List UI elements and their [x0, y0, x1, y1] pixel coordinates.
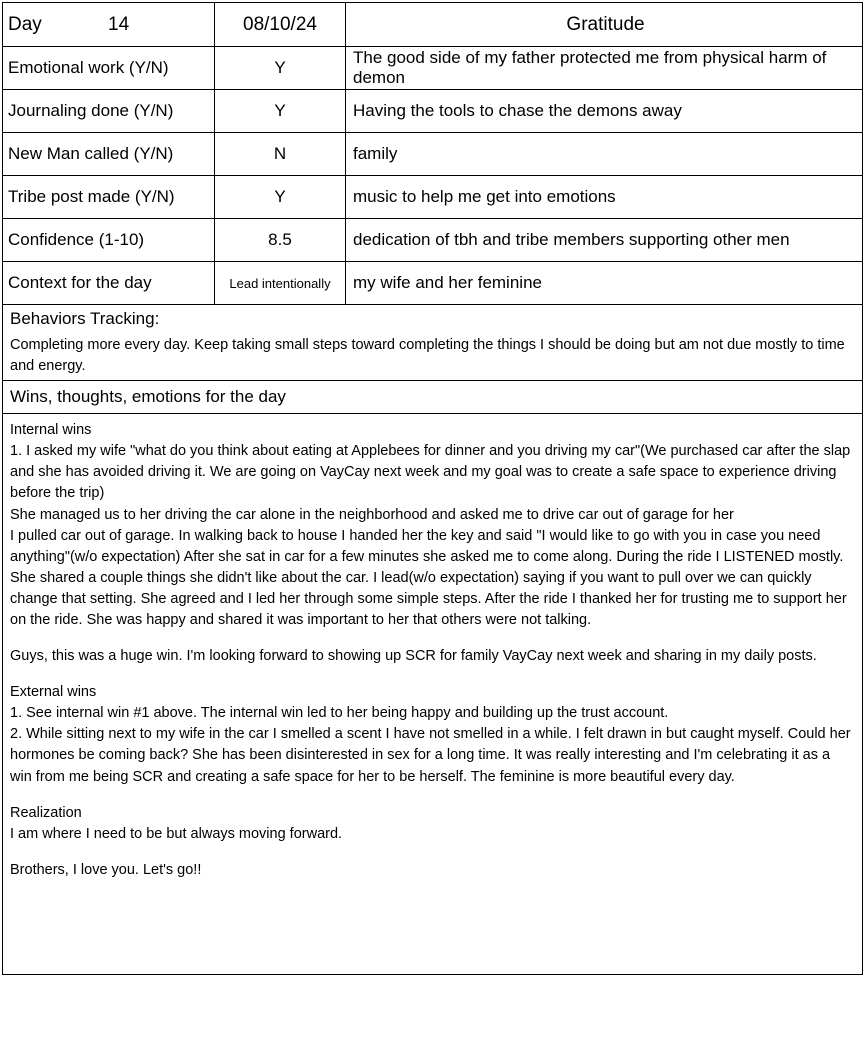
row-label: Context for the day — [3, 262, 215, 304]
wins-paragraph: Realization — [10, 804, 82, 821]
wins-title: Wins, thoughts, emotions for the day — [3, 381, 862, 414]
behaviors-title: Behaviors Tracking: — [10, 309, 160, 328]
wins-spacer — [10, 788, 855, 803]
row-label: Journaling done (Y/N) — [3, 90, 215, 132]
journal-table — [2, 2, 863, 975]
day-label: Day — [8, 13, 42, 35]
wins-spacer — [10, 845, 855, 860]
table-row — [3, 176, 862, 219]
table-row — [3, 262, 862, 305]
row-gratitude: music to help me get into emotions — [353, 187, 616, 206]
day-number: 14 — [108, 13, 130, 35]
row-value: 8.5 — [215, 219, 346, 261]
row-gratitude: my wife and her feminine — [353, 273, 542, 292]
row-value: Lead intentionally — [215, 262, 346, 304]
wins-paragraph: Brothers, I love you. Let's go!! — [10, 861, 202, 878]
row-value: Y — [215, 47, 346, 89]
wins-paragraph: 2. While sitting next to my wife in the car I smelled a scent I have not smelled in a while. I felt drawn in but caught myself. Could her hormones be coming back? She has been disinterested in sex for a long time. It was really interesting and I'm celebrating it as a win from me being SCR and creating a safe space for her to be herself. The feminine is more beautiful every day. — [10, 726, 851, 785]
row-label: Tribe post made (Y/N) — [3, 176, 215, 218]
row-gratitude: The good side of my father protected me from physical harm of demon — [353, 48, 827, 87]
table-row — [3, 47, 862, 90]
row-value: N — [215, 133, 346, 175]
gratitude-header: Gratitude — [566, 13, 645, 35]
wins-paragraph: She managed us to her driving the car alone in the neighborhood and asked me to drive car out of garage for her — [10, 506, 734, 523]
row-value: Y — [215, 176, 346, 218]
wins-body — [3, 414, 862, 974]
behaviors-body: Completing more every day. Keep taking small steps toward completing the things I should be doing but am not due mostly to time and energy. — [10, 337, 845, 374]
row-label: Confidence (1-10) — [3, 219, 215, 261]
wins-paragraph: I am where I need to be but always moving forward. — [10, 825, 343, 842]
wins-spacer — [10, 631, 855, 646]
table-header-row — [3, 3, 862, 47]
wins-paragraph: I pulled car out of garage. In walking back to house I handed her the key and said "I would like to go with you in case you need anything"(w/o expectation) After she sat in car for a few minutes she asked me to come along. During the ride I LISTENED mostly. She shared a couple things she didn't like about the car. I lead(w/o expectation) saying if you want to pull over we can quickly change that setting. She agreed and I led her through some simple steps. After the ride I thanked her for trusting me to support her on the ride. She was happy and shared it was important to her that others were not talking. — [10, 527, 847, 628]
row-label: Emotional work (Y/N) — [3, 47, 215, 89]
day-cell — [3, 3, 215, 46]
wins-paragraph: 1. I asked my wife "what do you think about eating at Applebees for dinner and you driving my car"(We purchased car after the slap and she has avoided driving it. We are going on VayCay next week and my goal was to create a safe space to experience driving before the trip) — [10, 443, 851, 502]
row-gratitude: dedication of tbh and tribe members supporting other men — [353, 230, 790, 249]
row-gratitude: Having the tools to chase the demons away — [353, 101, 682, 120]
table-row — [3, 133, 862, 176]
date-cell: 08/10/24 — [215, 3, 346, 46]
wins-paragraph: External wins — [10, 684, 97, 701]
wins-paragraph: 1. See internal win #1 above. The internal win led to her being happy and building up the trust account. — [10, 705, 669, 722]
table-row — [3, 90, 862, 133]
row-value: Y — [215, 90, 346, 132]
wins-spacer — [10, 667, 855, 682]
wins-paragraph: Guys, this was a huge win. I'm looking forward to showing up SCR for family VayCay next week and sharing in my daily posts. — [10, 648, 817, 665]
behaviors-section — [3, 305, 862, 381]
table-row — [3, 219, 862, 262]
row-gratitude: family — [353, 144, 398, 163]
row-label: New Man called (Y/N) — [3, 133, 215, 175]
wins-paragraph: Internal wins — [10, 422, 92, 439]
